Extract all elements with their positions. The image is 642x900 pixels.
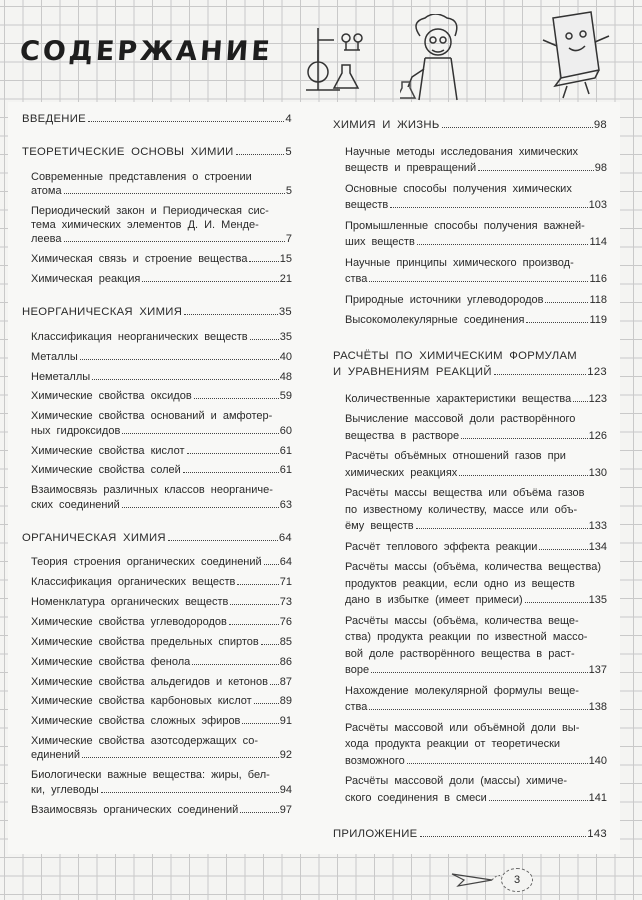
entry-text-line: Взаимосвязь органических соединений bbox=[31, 803, 239, 816]
entry-last-line bbox=[31, 595, 292, 609]
entry-text-line: РАСЧЁТЫ ПО ХИМИЧЕСКИМ ФОРМУЛАМ bbox=[333, 349, 578, 362]
page-ref: 135 bbox=[588, 594, 607, 607]
entry-text-line: химических реакциях bbox=[345, 466, 458, 479]
entry-last-line bbox=[31, 803, 292, 817]
scientist-illustration bbox=[400, 14, 480, 104]
dot-leader bbox=[270, 684, 279, 685]
toc-entry-link[interactable] bbox=[31, 350, 292, 364]
entry-last-line bbox=[345, 790, 607, 807]
entry-text-line: Теория строения органических соединений bbox=[31, 556, 262, 569]
page-ref: 85 bbox=[279, 635, 292, 648]
toc-entry-link[interactable] bbox=[345, 218, 607, 251]
dot-leader bbox=[417, 244, 589, 245]
page-ref: 92 bbox=[279, 749, 292, 762]
entry-last-line bbox=[31, 350, 292, 364]
dot-leader bbox=[489, 800, 588, 801]
entry-text-line: Научные принципы химического производ- bbox=[345, 256, 574, 269]
page-ref: 63 bbox=[279, 498, 292, 511]
entry-text-line: леева bbox=[31, 233, 62, 246]
page-ref: 60 bbox=[279, 424, 292, 437]
entry-last-line bbox=[345, 699, 607, 716]
entry-last-line bbox=[333, 117, 607, 134]
entry-last-line bbox=[31, 714, 292, 728]
dot-leader bbox=[194, 398, 279, 399]
toc-section bbox=[333, 348, 607, 807]
toc-entry-link[interactable] bbox=[345, 559, 607, 609]
dot-leader bbox=[142, 281, 278, 282]
entry-last-line bbox=[31, 655, 292, 669]
section-heading-link[interactable] bbox=[333, 117, 607, 134]
toc-entry-link[interactable] bbox=[345, 181, 607, 214]
dot-leader bbox=[526, 322, 588, 323]
entry-text-line: Взаимосвязь различных классов неорганиче- bbox=[31, 484, 273, 497]
dot-leader bbox=[390, 207, 587, 208]
entry-last-line bbox=[31, 330, 292, 344]
entry-text-line: Химические свойства карбоновых кислот bbox=[31, 695, 252, 708]
entry-last-line bbox=[345, 753, 607, 770]
toc-entry-link[interactable] bbox=[31, 483, 292, 512]
page-title: СОДЕРЖАНИЕ bbox=[18, 36, 274, 67]
entry-text-line: ских соединений bbox=[31, 498, 120, 511]
toc-entry-link[interactable] bbox=[345, 613, 607, 679]
toc-entry-link[interactable] bbox=[345, 485, 607, 535]
entry-text-line: Расчёты объёмных отношений газов при bbox=[345, 450, 566, 463]
entry-text-line: Количественные характеристики вещества bbox=[345, 392, 572, 405]
dot-leader bbox=[249, 261, 278, 262]
entry-text-line: ОРГАНИЧЕСКАЯ ХИМИЯ bbox=[22, 531, 166, 544]
entry-last-line bbox=[31, 694, 292, 708]
entry-text-line: воре bbox=[345, 664, 370, 677]
dot-leader bbox=[64, 193, 285, 194]
page-ref: 64 bbox=[278, 531, 292, 544]
entry-text-line: ших веществ bbox=[345, 236, 415, 249]
paper-plane-icon bbox=[450, 868, 500, 890]
entry-last-line bbox=[31, 635, 292, 649]
entry-text-line: вещества в растворе bbox=[345, 429, 460, 442]
entry-text-line: вой доле растворённого вещества в раст- bbox=[345, 647, 575, 660]
entry-text-line: Классификация органических веществ bbox=[31, 576, 236, 589]
page-number: 3 bbox=[501, 868, 533, 892]
entry-text-line: Расчёты массы (объёма, количества веще- bbox=[345, 614, 579, 627]
page-ref: 133 bbox=[588, 520, 607, 533]
dot-leader bbox=[122, 433, 278, 434]
entry-text-line: Химические свойства кислот bbox=[31, 444, 185, 457]
toc-entry-link[interactable] bbox=[345, 292, 607, 309]
toc-entry-link[interactable] bbox=[345, 144, 607, 177]
dot-leader bbox=[416, 528, 588, 529]
page-ref: 126 bbox=[588, 429, 607, 442]
dot-leader bbox=[264, 564, 279, 565]
dot-leader bbox=[237, 584, 278, 585]
entry-text-line: НЕОРГАНИЧЕСКАЯ ХИМИЯ bbox=[22, 306, 183, 319]
entry-last-line bbox=[31, 232, 292, 246]
entry-last-line bbox=[345, 539, 607, 556]
entry-text-line: Высокомолекулярные соединения bbox=[345, 313, 525, 326]
toc-entry-link[interactable] bbox=[31, 370, 292, 384]
toc-entry-link[interactable] bbox=[31, 595, 292, 609]
entry-text-line: Периодический закон и Периодическая сис- bbox=[31, 204, 269, 217]
entry-text-line: Промышленные способы получения важней- bbox=[345, 219, 585, 232]
dot-leader bbox=[371, 672, 588, 673]
page-ref: 15 bbox=[279, 253, 292, 266]
dot-leader bbox=[187, 453, 279, 454]
toc-entry-link[interactable] bbox=[31, 734, 292, 763]
dot-leader bbox=[230, 604, 278, 605]
entry-text-line: Химические свойства азотсодержащих со- bbox=[31, 735, 259, 748]
entry-text-line: И УРАВНЕНИЯМ РЕАКЦИЙ bbox=[333, 366, 492, 379]
dot-leader bbox=[229, 624, 279, 625]
entry-last-line bbox=[333, 826, 607, 843]
page-ref: 119 bbox=[589, 313, 607, 326]
dot-leader bbox=[525, 602, 588, 603]
entry-last-line bbox=[31, 575, 292, 589]
entry-text-line: веществ bbox=[345, 199, 389, 212]
page-ref: 48 bbox=[279, 370, 292, 383]
toc-entry-link[interactable] bbox=[345, 411, 607, 444]
entry-last-line bbox=[22, 145, 292, 159]
dot-leader bbox=[92, 379, 279, 380]
page-ref: 118 bbox=[589, 293, 607, 306]
toc-entry-link[interactable] bbox=[345, 720, 607, 770]
entry-text-line: ПРИЛОЖЕНИЕ bbox=[333, 827, 418, 840]
entry-text-line: Вычисление массовой доли растворённого bbox=[345, 413, 576, 426]
entry-last-line bbox=[31, 184, 292, 198]
dot-leader bbox=[168, 540, 278, 541]
entry-text-line: Химические свойства солей bbox=[31, 464, 181, 477]
page-ref: 89 bbox=[279, 695, 292, 708]
entry-last-line bbox=[31, 783, 292, 797]
toc-section bbox=[22, 112, 292, 126]
dot-leader bbox=[82, 757, 279, 758]
entry-last-line bbox=[345, 428, 607, 445]
dot-leader bbox=[184, 314, 278, 315]
toc-section bbox=[22, 145, 292, 286]
section-heading-link[interactable] bbox=[22, 145, 292, 159]
toc-entry-link[interactable] bbox=[31, 444, 292, 458]
dot-leader bbox=[369, 709, 587, 710]
entry-text-line: тема химических элементов Д. И. Менде- bbox=[31, 219, 259, 232]
entry-last-line bbox=[22, 305, 292, 319]
dot-leader bbox=[369, 281, 588, 282]
toc-entry-link[interactable] bbox=[31, 204, 292, 247]
toc-entry-link[interactable] bbox=[31, 635, 292, 649]
entry-last-line bbox=[31, 748, 292, 762]
page-ref: 71 bbox=[279, 576, 292, 589]
entry-last-line bbox=[31, 444, 292, 458]
entry-text-line: атома bbox=[31, 184, 62, 197]
toc-entry-link[interactable] bbox=[31, 575, 292, 589]
toc-entry-link[interactable] bbox=[31, 272, 292, 286]
page-ref: 94 bbox=[279, 783, 292, 796]
section-heading-link[interactable] bbox=[22, 531, 292, 545]
entry-text-line: Научные методы исследования химических bbox=[345, 145, 579, 158]
entry-last-line bbox=[31, 389, 292, 403]
entry-text-line: Современные представления о строении bbox=[31, 170, 252, 183]
page-ref: 59 bbox=[279, 390, 292, 403]
dot-leader bbox=[250, 339, 279, 340]
page-ref: 73 bbox=[279, 595, 292, 608]
toc-entry-link[interactable] bbox=[31, 694, 292, 708]
entry-text-line: ства bbox=[345, 273, 368, 286]
dot-leader bbox=[461, 438, 588, 439]
entry-text-line: Природные источники углеводородов bbox=[345, 293, 544, 306]
entry-text-line: ства) продукта реакции по известной массо- bbox=[345, 631, 588, 644]
section-heading-link[interactable] bbox=[22, 305, 292, 319]
toc-section bbox=[22, 531, 292, 817]
page-ref: 35 bbox=[278, 306, 292, 319]
entry-text-line: Биологически важные вещества: жиры, бел- bbox=[31, 769, 270, 782]
entry-last-line bbox=[31, 370, 292, 384]
toc-entry-link[interactable] bbox=[345, 773, 607, 806]
page-ref: 21 bbox=[279, 273, 292, 286]
dot-leader bbox=[183, 472, 279, 473]
page-ref: 5 bbox=[285, 146, 292, 159]
dot-leader bbox=[420, 836, 587, 837]
entry-text-line: Расчёты массы вещества или объёма газов bbox=[345, 487, 585, 500]
toc-entry-link[interactable] bbox=[31, 675, 292, 689]
page-ref: 87 bbox=[279, 675, 292, 688]
toc-entry-link[interactable] bbox=[31, 655, 292, 669]
toc-column-right bbox=[333, 117, 607, 861]
page-ref: 40 bbox=[279, 350, 292, 363]
page-ref: 5 bbox=[285, 184, 292, 197]
toc-entry-link[interactable] bbox=[31, 463, 292, 477]
toc-entry-link[interactable] bbox=[31, 252, 292, 266]
entry-text-line: Химические свойства предельных спиртов bbox=[31, 635, 259, 648]
dot-leader bbox=[442, 127, 593, 128]
entry-text-line: Химические свойства оснований и амфотер- bbox=[31, 410, 273, 423]
page-ref: 61 bbox=[279, 464, 292, 477]
entry-last-line bbox=[345, 312, 607, 329]
toc-entry-link[interactable] bbox=[31, 170, 292, 199]
entry-text-line: продуктов реакции, если одно из веществ bbox=[345, 577, 575, 590]
entry-last-line bbox=[345, 465, 607, 482]
entry-text-line: веществ и превращений bbox=[345, 162, 477, 175]
page-ref: 98 bbox=[594, 162, 607, 175]
page-ref: 116 bbox=[589, 273, 607, 286]
toc-entry-link[interactable] bbox=[31, 389, 292, 403]
dot-leader bbox=[573, 401, 587, 402]
toc-section bbox=[22, 305, 292, 511]
entry-last-line bbox=[345, 391, 607, 408]
entry-last-line bbox=[31, 615, 292, 629]
entry-text-line: по известному количеству, массе или объ- bbox=[345, 503, 578, 516]
entry-text-line: ки, углеводы bbox=[31, 783, 99, 796]
section-heading-link[interactable] bbox=[333, 348, 607, 381]
page-ref: 123 bbox=[587, 366, 607, 379]
entry-text-line: Химические свойства фенола bbox=[31, 655, 191, 668]
entry-text-line: единений bbox=[31, 749, 80, 762]
entry-last-line bbox=[345, 160, 607, 177]
entry-last-line bbox=[333, 364, 607, 381]
page-ref: 98 bbox=[593, 119, 607, 131]
dot-leader bbox=[101, 792, 279, 793]
page-ref: 61 bbox=[279, 444, 292, 457]
dot-leader bbox=[122, 507, 279, 508]
toc-entry-link[interactable] bbox=[31, 768, 292, 797]
page-ref: 141 bbox=[588, 791, 607, 804]
entry-last-line bbox=[345, 292, 607, 309]
toc-entry-link[interactable] bbox=[31, 714, 292, 728]
entry-text-line: Химическая связь и строение вещества bbox=[31, 253, 248, 266]
entry-text-line: возможного bbox=[345, 754, 405, 767]
page-ref: 64 bbox=[279, 556, 292, 569]
entry-text-line: ёму веществ bbox=[345, 520, 414, 533]
entry-last-line bbox=[22, 531, 292, 545]
page-ref: 130 bbox=[588, 466, 607, 479]
page-ref: 143 bbox=[587, 827, 607, 840]
entry-text-line: Металлы bbox=[31, 350, 78, 363]
entry-last-line bbox=[22, 112, 292, 126]
page-ref: 137 bbox=[588, 664, 607, 677]
section-heading-link[interactable] bbox=[22, 112, 292, 126]
toc-entry-link[interactable] bbox=[345, 448, 607, 481]
dot-leader bbox=[478, 170, 594, 171]
page-ref: 35 bbox=[279, 330, 292, 343]
entry-text-line: Химические свойства альдегидов и кетонов bbox=[31, 675, 268, 688]
entry-text-line: Химическая реакция bbox=[31, 273, 141, 286]
entry-last-line bbox=[31, 272, 292, 286]
page-ref: 138 bbox=[588, 701, 607, 714]
page-ref: 76 bbox=[279, 615, 292, 628]
page-ref: 97 bbox=[279, 803, 292, 816]
dot-leader bbox=[192, 664, 279, 665]
entry-text-line: ТЕОРЕТИЧЕСКИЕ ОСНОВЫ ХИМИИ bbox=[22, 146, 234, 159]
page-ref: 4 bbox=[285, 113, 292, 125]
dot-leader bbox=[407, 763, 588, 764]
entry-last-line bbox=[31, 252, 292, 266]
page-ref: 86 bbox=[279, 655, 292, 668]
dot-leader bbox=[545, 302, 588, 303]
toc-entry-link[interactable] bbox=[345, 683, 607, 716]
page-ref: 103 bbox=[588, 199, 607, 212]
entry-last-line bbox=[345, 271, 607, 288]
dot-leader bbox=[64, 241, 285, 242]
entry-text-line: Расчёты массовой доли (массы) химиче- bbox=[345, 775, 568, 788]
entry-text-line: ХИМИЯ И ЖИЗНЬ bbox=[333, 119, 440, 131]
page-ref: 114 bbox=[589, 236, 607, 249]
page-ref: 123 bbox=[588, 392, 607, 405]
toc-entry-link[interactable] bbox=[31, 555, 292, 569]
entry-text-line: Неметаллы bbox=[31, 370, 91, 383]
toc-entry-link[interactable] bbox=[31, 409, 292, 438]
entry-text-line: дано в избытке (имеет примеси) bbox=[345, 594, 523, 607]
entry-text-line: Химические свойства сложных эфиров bbox=[31, 715, 241, 728]
entry-last-line bbox=[345, 592, 607, 609]
dot-leader bbox=[261, 644, 279, 645]
entry-last-line bbox=[31, 463, 292, 477]
dot-leader bbox=[254, 703, 279, 704]
entry-last-line bbox=[345, 662, 607, 679]
toc-entry-link[interactable] bbox=[31, 615, 292, 629]
entry-last-line bbox=[31, 555, 292, 569]
toc-entry-link[interactable] bbox=[345, 391, 607, 408]
dot-leader bbox=[242, 723, 278, 724]
entry-last-line bbox=[345, 518, 607, 535]
dot-leader bbox=[88, 121, 284, 122]
toc-entry-link[interactable] bbox=[345, 312, 607, 329]
entry-text-line: хода продукта реакции от теоретически bbox=[345, 738, 561, 751]
toc-section bbox=[333, 117, 607, 329]
entry-text-line: Основные способы получения химических bbox=[345, 182, 572, 195]
dot-leader bbox=[236, 154, 285, 155]
page-ref: 7 bbox=[285, 233, 292, 246]
book-character-illustration bbox=[535, 6, 615, 102]
entry-text-line: Классификация неорганических веществ bbox=[31, 330, 248, 343]
lab-equipment-icon bbox=[300, 20, 370, 98]
page-ref: 91 bbox=[279, 715, 292, 728]
entry-text-line: Химические свойства оксидов bbox=[31, 390, 192, 403]
entry-text-line: Расчёты массы (объёма, количества вещества) bbox=[345, 561, 602, 574]
entry-text-line: ных гидроксидов bbox=[31, 424, 121, 437]
dot-leader bbox=[494, 374, 587, 375]
entry-text-line: Номенклатура органических веществ bbox=[31, 595, 229, 608]
page-ref: 140 bbox=[588, 754, 607, 767]
entry-text-line: ства bbox=[345, 701, 368, 714]
toc-entry-link[interactable] bbox=[31, 330, 292, 344]
entry-text-line: Химические свойства углеводородов bbox=[31, 615, 227, 628]
entry-last-line bbox=[31, 675, 292, 689]
entry-last-line bbox=[345, 234, 607, 251]
entry-last-line bbox=[31, 424, 292, 438]
section-heading-link[interactable] bbox=[333, 826, 607, 843]
entry-last-line bbox=[345, 197, 607, 214]
entry-last-line bbox=[31, 498, 292, 512]
entry-text-line: Расчёт теплового эффекта реакции bbox=[345, 540, 538, 553]
toc-entry-link[interactable] bbox=[345, 255, 607, 288]
entry-text-line: Расчёты массовой или объёмной доли вы- bbox=[345, 721, 580, 734]
entry-text-line: Нахождение молекулярной формулы веще- bbox=[345, 684, 579, 697]
toc-entry-link[interactable] bbox=[345, 539, 607, 556]
dot-leader bbox=[80, 359, 279, 360]
page-ref: 134 bbox=[588, 540, 607, 553]
entry-text-line: ВВЕДЕНИЕ bbox=[22, 113, 87, 125]
dot-leader bbox=[240, 812, 278, 813]
dot-leader bbox=[459, 475, 587, 476]
toc-column-left bbox=[22, 112, 292, 836]
toc-section bbox=[333, 826, 607, 843]
toc-entry-link[interactable] bbox=[31, 803, 292, 817]
entry-text-line: ского соединения в смеси bbox=[345, 791, 487, 804]
dot-leader bbox=[539, 549, 587, 550]
